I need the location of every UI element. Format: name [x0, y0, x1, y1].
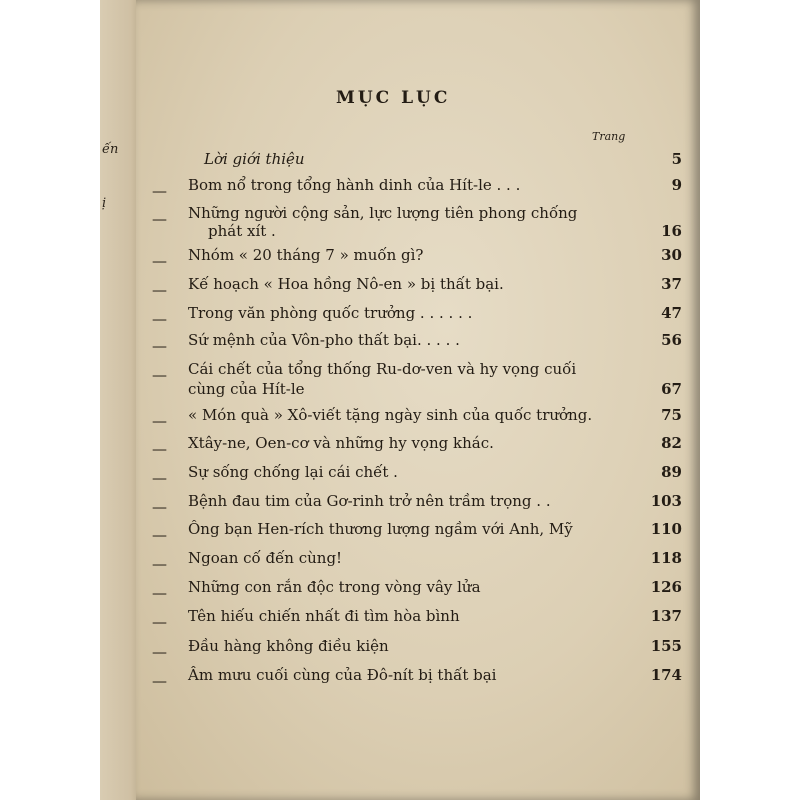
entry-page-number: 174 — [650, 666, 682, 684]
entry-page-number: 56 — [661, 331, 682, 349]
entry-dash: — — [152, 210, 167, 228]
entry-title: Sứ mệnh của Vôn-pho thất bại. . . . . — [188, 331, 460, 349]
entry-page-number: 89 — [661, 463, 682, 481]
entry-page-number: 75 — [661, 406, 682, 424]
entry-page-number: 103 — [650, 492, 682, 510]
entry-page-number: 82 — [661, 434, 682, 452]
entry-title: Xtây-ne, Oen-cơ và những hy vọng khác. — [188, 434, 494, 452]
left-page-text-fragment: ến — [102, 142, 119, 157]
entry-title: Đầu hàng không điều kiện — [188, 637, 389, 655]
entry-page-number: 37 — [661, 275, 682, 293]
entry-dash: — — [152, 281, 167, 299]
entry-title: Tên hiếu chiến nhất đi tìm hòa bình — [188, 607, 460, 625]
entry-page-number: 155 — [650, 637, 682, 655]
entry-dash: — — [152, 182, 167, 200]
entry-dash: — — [152, 412, 167, 430]
toc-entry — [152, 492, 682, 516]
toc-entry — [152, 434, 682, 458]
book-photo — [100, 0, 700, 800]
entry-page-number: 16 — [661, 222, 682, 240]
entry-dash: — — [152, 469, 167, 487]
entry-page-number: 30 — [661, 246, 682, 264]
toc-entry — [152, 637, 682, 661]
toc-entry-continuation — [152, 380, 682, 404]
entry-dash: — — [152, 555, 167, 573]
toc-entry — [152, 578, 682, 602]
toc-entry — [152, 666, 682, 690]
entry-page-number: 118 — [650, 549, 682, 567]
entry-dash: — — [152, 252, 167, 270]
entry-page-number: 110 — [650, 520, 682, 538]
toc-entry — [152, 549, 682, 573]
entry-page-number: 9 — [671, 176, 682, 194]
entry-title: Ngoan cố đến cùng! — [188, 549, 343, 567]
entry-title: Ông bạn Hen-rích thương lượng ngầm với Anh, Mỹ — [188, 520, 573, 538]
entry-title: cùng của Hít-le — [188, 380, 305, 398]
left-page-text-fragment: ị — [102, 196, 107, 211]
entry-title: Những người cộng sản, lực lượng tiên phong chống — [188, 204, 578, 222]
contents-page — [136, 0, 700, 800]
entry-page-number: 67 — [661, 380, 682, 398]
entry-title: Bom nổ trong tổng hành dinh của Hít-le . . . — [188, 176, 521, 194]
entry-dash: — — [152, 672, 167, 690]
entry-page-number: 47 — [661, 304, 682, 322]
toc-entry-continuation — [152, 222, 682, 246]
entry-title: Nhóm « 20 tháng 7 » muốn gì? — [188, 246, 424, 264]
entry-page-number: 5 — [671, 150, 682, 168]
entry-page-number: 126 — [650, 578, 682, 596]
toc-entry — [152, 607, 682, 631]
entry-title: Cái chết của tổng thống Ru-dơ-ven và hy vọng cuối — [188, 360, 577, 378]
entry-title: Lời giới thiệu — [204, 150, 305, 168]
entry-dash: — — [152, 366, 167, 384]
entry-page-number: 137 — [650, 607, 682, 625]
toc-entry — [152, 463, 682, 487]
toc-entry — [152, 520, 682, 544]
contents-heading: MỤC LỤC — [336, 88, 451, 108]
table-of-contents — [136, 0, 700, 800]
entry-title: Sự sống chống lại cái chết . — [188, 463, 398, 481]
entry-title: « Món quà » Xô-viết tặng ngày sinh của quốc trưởng. — [188, 406, 593, 424]
entry-title: Những con rắn độc trong vòng vây lửa — [188, 578, 481, 596]
entry-dash: — — [152, 498, 167, 516]
entry-dash: — — [152, 337, 167, 355]
entry-dash: — — [152, 526, 167, 544]
toc-entry — [152, 304, 682, 328]
entry-title: Kế hoạch « Hoa hồng Nô-en » bị thất bại. — [188, 275, 504, 293]
entry-dash: — — [152, 643, 167, 661]
entry-title: phát xít . — [208, 222, 276, 240]
entry-title: Bệnh đau tim của Gơ-rinh trở nên trầm trọng . . — [188, 492, 551, 510]
entry-title: Âm mưu cuối cùng của Đô-nít bị thất bại — [188, 666, 497, 684]
toc-entry — [152, 150, 682, 174]
toc-entry — [152, 406, 682, 430]
entry-dash: — — [152, 310, 167, 328]
entry-dash: — — [152, 440, 167, 458]
toc-entry — [152, 246, 682, 270]
entry-dash: — — [152, 613, 167, 631]
page-column-label: Trang — [592, 130, 626, 143]
toc-entry — [152, 331, 682, 355]
entry-dash: — — [152, 584, 167, 602]
toc-entry — [152, 176, 682, 200]
entry-title: Trong văn phòng quốc trưởng . . . . . . — [188, 304, 473, 322]
toc-entry — [152, 275, 682, 299]
